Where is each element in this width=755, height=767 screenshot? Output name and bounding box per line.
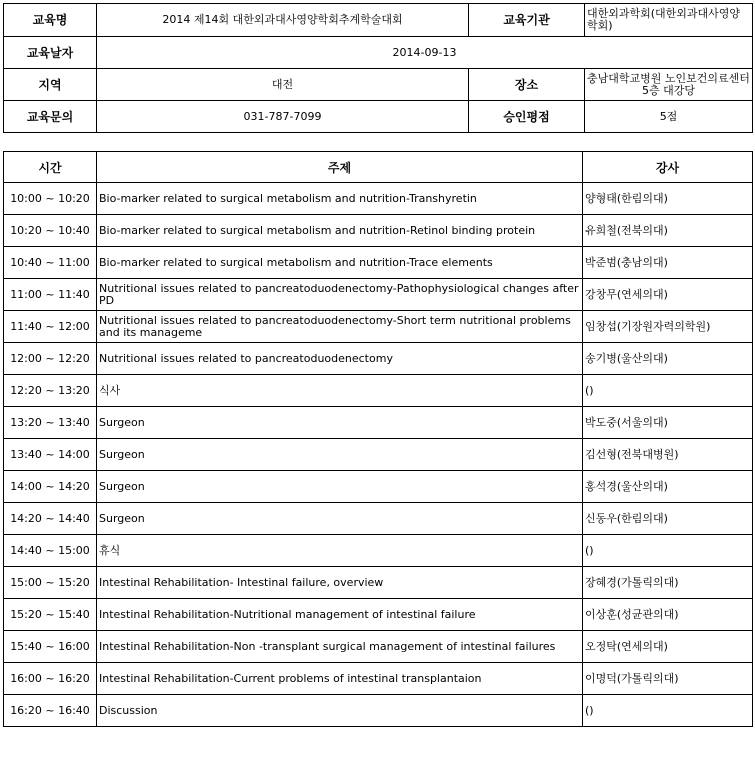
table-row (4, 247, 753, 279)
time-cell: 15:00 ~ 15:20 (4, 567, 97, 599)
table-row (4, 375, 753, 407)
speaker-cell: 송기병(울산의대) (583, 343, 753, 375)
table-row (4, 311, 753, 343)
topic-cell: Bio-marker related to surgical metabolism and nutrition-Transhyretin (97, 183, 583, 215)
schedule-header-row (4, 152, 753, 183)
topic-cell: 휴식 (97, 535, 583, 567)
speaker-cell: 신동우(한림의대) (583, 503, 753, 535)
table-row (4, 215, 753, 247)
speaker-column-header: 강사 (583, 152, 753, 183)
speaker-cell: 이상훈(성균관의대) (583, 599, 753, 631)
time-cell: 10:40 ~ 11:00 (4, 247, 97, 279)
table-row (4, 407, 753, 439)
time-cell: 12:00 ~ 12:20 (4, 343, 97, 375)
venue-value: 충남대학교병원 노인보건의료센터 5층 대강당 (585, 69, 753, 101)
time-cell: 15:40 ~ 16:00 (4, 631, 97, 663)
table-row (4, 279, 753, 311)
time-cell: 13:20 ~ 13:40 (4, 407, 97, 439)
credits-label: 승인평점 (469, 101, 585, 133)
topic-cell: Surgeon (97, 471, 583, 503)
speaker-cell: 김선형(전북대병원) (583, 439, 753, 471)
time-cell: 12:20 ~ 13:20 (4, 375, 97, 407)
table-row (4, 695, 753, 727)
topic-cell: Nutritional issues related to pancreatoduodenectomy-Short term nutritional problems and its manageme (97, 311, 583, 343)
speaker-cell: 강창무(연세의대) (583, 279, 753, 311)
course-info-table (3, 3, 753, 133)
contact-value: 031-787-7099 (97, 101, 469, 133)
topic-cell: Intestinal Rehabilitation-Current problems of intestinal transplantaion (97, 663, 583, 695)
topic-cell: Discussion (97, 695, 583, 727)
topic-column-header: 주제 (97, 152, 583, 183)
speaker-cell: () (583, 535, 753, 567)
speaker-cell: 유희철(전북의대) (583, 215, 753, 247)
time-cell: 15:20 ~ 15:40 (4, 599, 97, 631)
table-row (4, 567, 753, 599)
table-row (4, 631, 753, 663)
table-row (4, 663, 753, 695)
topic-cell: Intestinal Rehabilitation- Intestinal failure, overview (97, 567, 583, 599)
speaker-cell: 오정탁(연세의대) (583, 631, 753, 663)
time-cell: 14:00 ~ 14:20 (4, 471, 97, 503)
time-column-header: 시간 (4, 152, 97, 183)
table-row (4, 343, 753, 375)
contact-label: 교육문의 (4, 101, 97, 133)
speaker-cell: () (583, 695, 753, 727)
organizer-label: 교육기관 (469, 4, 585, 37)
region-label: 지역 (4, 69, 97, 101)
topic-cell: 식사 (97, 375, 583, 407)
speaker-cell: 양형태(한림의대) (583, 183, 753, 215)
info-row-contact (4, 101, 753, 133)
topic-cell: Surgeon (97, 503, 583, 535)
topic-cell: Bio-marker related to surgical metabolism and nutrition-Trace elements (97, 247, 583, 279)
topic-cell: Surgeon (97, 407, 583, 439)
table-row (4, 599, 753, 631)
credits-value: 5점 (585, 101, 753, 133)
speaker-cell: 박준범(충남의대) (583, 247, 753, 279)
speaker-cell: 홍석경(울산의대) (583, 471, 753, 503)
table-row (4, 535, 753, 567)
info-row-region (4, 69, 753, 101)
schedule-body (4, 183, 753, 727)
time-cell: 10:00 ~ 10:20 (4, 183, 97, 215)
topic-cell: Intestinal Rehabilitation-Nutritional management of intestinal failure (97, 599, 583, 631)
table-row (4, 183, 753, 215)
topic-cell: Intestinal Rehabilitation-Non -transplant surgical management of intestinal failures (97, 631, 583, 663)
course-name-value: 2014 제14회 대한외과대사영양학회추계학술대회 (97, 4, 469, 37)
speaker-cell: 임창섭(기장원자력의학원) (583, 311, 753, 343)
table-row (4, 503, 753, 535)
time-cell: 11:40 ~ 12:00 (4, 311, 97, 343)
date-value: 2014-09-13 (97, 37, 753, 69)
topic-cell: Nutritional issues related to pancreatoduodenectomy-Pathophysiological changes after PD (97, 279, 583, 311)
table-row (4, 439, 753, 471)
organizer-value: 대한외과학회(대한외과대사영양학회) (585, 4, 753, 37)
speaker-cell: 박도중(서울의대) (583, 407, 753, 439)
time-cell: 10:20 ~ 10:40 (4, 215, 97, 247)
course-name-label: 교육명 (4, 4, 97, 37)
speaker-cell: 장혜경(가톨릭의대) (583, 567, 753, 599)
table-row (4, 471, 753, 503)
topic-cell: Surgeon (97, 439, 583, 471)
time-cell: 14:40 ~ 15:00 (4, 535, 97, 567)
region-value: 대전 (97, 69, 469, 101)
time-cell: 13:40 ~ 14:00 (4, 439, 97, 471)
topic-cell: Nutritional issues related to pancreatoduodenectomy (97, 343, 583, 375)
venue-label: 장소 (469, 69, 585, 101)
date-label: 교육날자 (4, 37, 97, 69)
speaker-cell: () (583, 375, 753, 407)
schedule-table (3, 151, 753, 727)
time-cell: 14:20 ~ 14:40 (4, 503, 97, 535)
time-cell: 16:20 ~ 16:40 (4, 695, 97, 727)
time-cell: 11:00 ~ 11:40 (4, 279, 97, 311)
time-cell: 16:00 ~ 16:20 (4, 663, 97, 695)
speaker-cell: 이명덕(가톨릭의대) (583, 663, 753, 695)
info-row-course (4, 4, 753, 37)
info-row-date (4, 37, 753, 69)
topic-cell: Bio-marker related to surgical metabolism and nutrition-Retinol binding protein (97, 215, 583, 247)
